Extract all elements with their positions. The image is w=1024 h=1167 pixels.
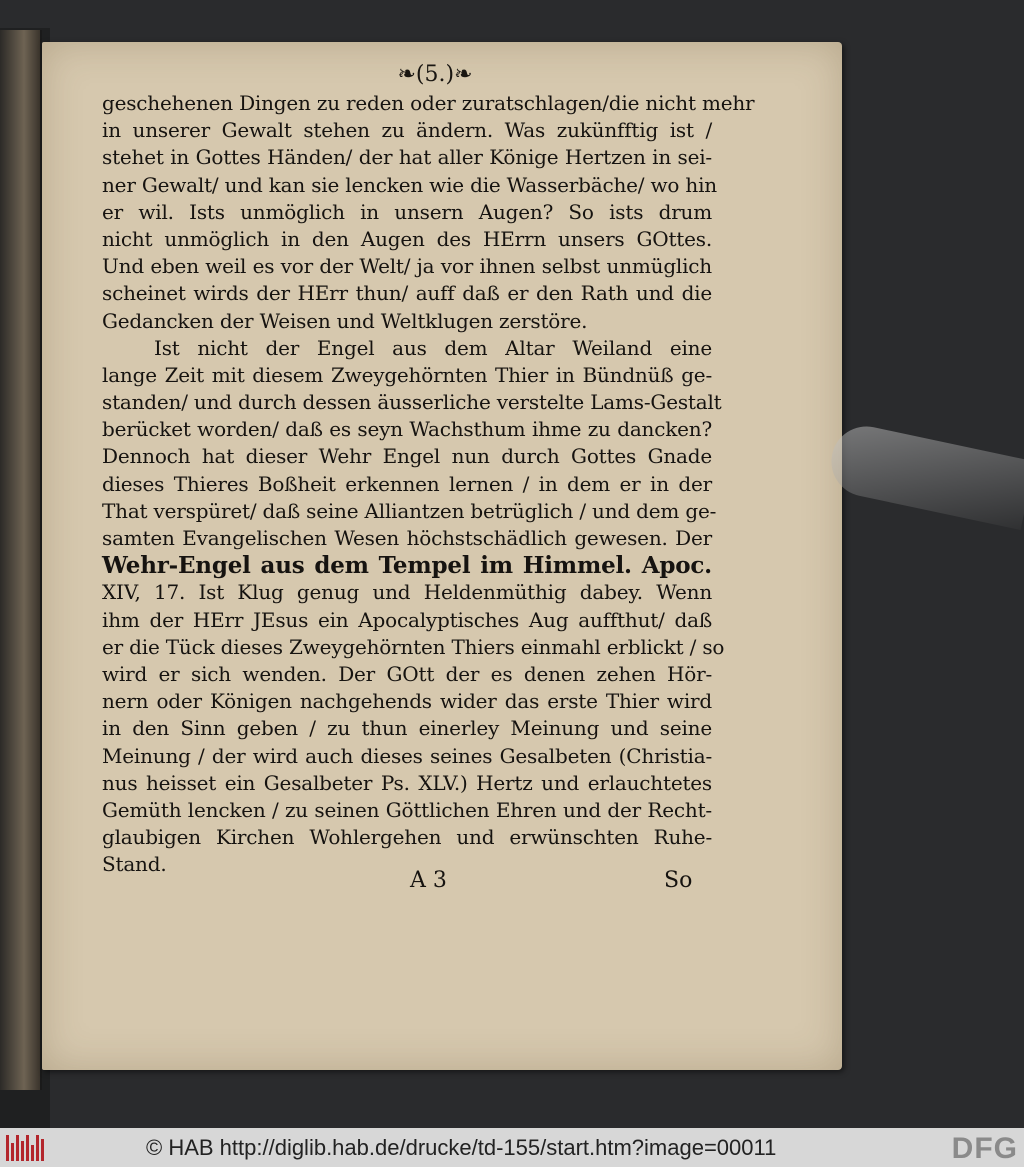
text-line: Meinung / der wird auch dieses seines Gesalbeten (Christia- — [102, 743, 712, 768]
text-line: Gemüth lencken / zu seinen Göttlichen Ehren und der Recht- — [102, 797, 712, 822]
text-line: in unserer Gewalt stehen zu ändern. Was zukünfftig ist / — [102, 118, 712, 143]
text-line: standen/ und durch dessen äusserliche verstelte Lams-Gestalt — [102, 390, 722, 415]
text-line: dieses Thieres Boßheit erkennen lernen / in dem er in der — [102, 471, 712, 496]
signature-mark: A 3 — [410, 868, 447, 893]
footer-bar — [0, 1128, 1024, 1167]
text-line: Ist nicht der Engel aus dem Altar Weiland eine — [154, 335, 712, 360]
text-line: stehet in Gottes Händen/ der hat aller Könige Hertzen in sei- — [102, 145, 712, 170]
glass-weight — [825, 420, 1024, 530]
text-line: glaubigen Kirchen Wohlergehen und erwünschten Ruhe- — [102, 825, 712, 850]
text-line: nus heisset ein Gesalbeter Ps. XLV.) Hertz und erlauchtetes — [102, 770, 712, 795]
hab-logo-icon — [6, 1135, 46, 1161]
text-line: wird er sich wenden. Der GOtt der es denen zehen Hör- — [102, 661, 712, 686]
copyright-notice: © HAB http://diglib.hab.de/drucke/td-155/start.htm?image=00011 — [146, 1134, 777, 1160]
text-line: scheinet wirds der HErr thun/ auff daß er den Rath und die — [102, 281, 712, 306]
text-line: Stand. — [102, 852, 167, 877]
text-line: ihm der HErr JEsus ein Apocalyptisches Aug auffthut/ daß — [102, 607, 712, 632]
text-line: That verspüret/ daß seine Alliantzen betrüglich / und dem ge- — [102, 498, 717, 523]
dfg-logo: DFG — [951, 1132, 1018, 1165]
text-line: nern oder Königen nachgehends wider das erste Thier wird — [102, 689, 712, 714]
text-line: Wehr-Engel aus dem Tempel im Himmel. Apoc. — [102, 552, 712, 580]
left-page-spine — [0, 30, 42, 1090]
text-line: ner Gewalt/ und kan sie lencken wie die Wasserbäche/ wo hin — [102, 172, 717, 197]
text-line: Gedancken der Weisen und Weltklugen zerstöre. — [102, 308, 588, 333]
text-line: lange Zeit mit diesem Zweygehörnten Thier in Bündnüß ge- — [102, 362, 712, 387]
text-line: Und eben weil es vor der Welt/ ja vor ihnen selbst unmüglich — [102, 254, 712, 279]
catchword: So — [664, 868, 693, 893]
text-line: geschehenen Dingen zu reden oder zuratschlagen/die nicht mehr — [102, 91, 755, 115]
text-line: er die Tück dieses Zweygehörnten Thiers einmahl erblickt / so — [102, 634, 725, 659]
body-text — [102, 90, 755, 878]
text-line: samten Evangelischen Wesen höchstschädlich gewesen. Der — [102, 526, 712, 550]
text-line: er wil. Ists unmöglich in unsern Augen? So ists drum — [102, 199, 712, 224]
text-line: Dennoch hat dieser Wehr Engel nun durch Gottes Gnade — [102, 444, 712, 469]
text-line: nicht unmöglich in den Augen des HErrn unsers GOttes. — [102, 226, 712, 251]
page-number-header: ❧(5.)❧ — [397, 62, 473, 87]
text-line: berücket worden/ daß es seyn Wachsthum ihme zu dancken? — [102, 417, 712, 442]
text-line: in den Sinn geben / zu thun einerley Meinung und seine — [102, 716, 712, 741]
text-line: XIV, 17. Ist Klug genug und Heldenmüthig dabey. Wenn — [102, 580, 712, 605]
